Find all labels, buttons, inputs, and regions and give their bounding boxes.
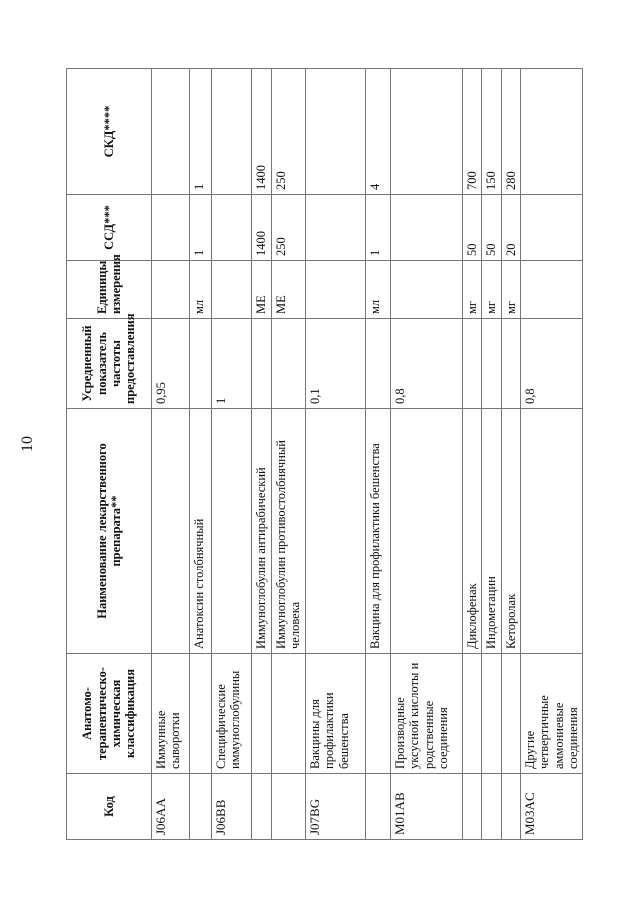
cell-units <box>152 261 190 319</box>
cell-units: мл <box>190 261 212 319</box>
table-row <box>365 69 390 840</box>
cell-ssd <box>212 195 252 261</box>
cell-atc: Вакцины для профилактики бешенства <box>305 654 365 774</box>
cell-skd: 4 <box>365 69 390 195</box>
cell-code <box>462 774 481 840</box>
cell-skd: 1 <box>190 69 212 195</box>
table-row <box>152 69 190 840</box>
table-row <box>520 69 583 840</box>
cell-units: МЕ <box>252 261 272 319</box>
cell-freq: 0,8 <box>390 319 462 409</box>
cell-ssd <box>520 195 583 261</box>
cell-skd <box>152 69 190 195</box>
cell-atc <box>482 654 501 774</box>
page-number: 10 <box>19 436 36 452</box>
table-row <box>482 69 501 840</box>
cell-code <box>482 774 501 840</box>
cell-skd <box>520 69 583 195</box>
cell-units: МЕ <box>272 261 306 319</box>
cell-skd: 1400 <box>252 69 272 195</box>
cell-units <box>390 261 462 319</box>
cell-atc <box>462 654 481 774</box>
cell-ssd <box>152 195 190 261</box>
table-row <box>272 69 306 840</box>
table-row <box>501 69 520 840</box>
cell-drug: Анатоксин столбнячный <box>190 409 212 654</box>
cell-atc <box>190 654 212 774</box>
cell-skd <box>390 69 462 195</box>
cell-skd <box>305 69 365 195</box>
cell-freq <box>365 319 390 409</box>
cell-units <box>305 261 365 319</box>
header-ssd: ССД*** <box>67 195 152 261</box>
cell-ssd: 20 <box>501 195 520 261</box>
cell-drug <box>390 409 462 654</box>
cell-freq: 0,1 <box>305 319 365 409</box>
cell-freq <box>482 319 501 409</box>
cell-drug: Индометацин <box>482 409 501 654</box>
cell-atc <box>501 654 520 774</box>
header-drug: Наименование лекарственного препарата** <box>67 409 152 654</box>
header-code: Код <box>67 774 152 840</box>
cell-code: M03AC <box>520 774 583 840</box>
table-row <box>462 69 481 840</box>
cell-ssd <box>305 195 365 261</box>
cell-code: J06AA <box>152 774 190 840</box>
table-row <box>190 69 212 840</box>
table-row <box>252 69 272 840</box>
cell-code <box>190 774 212 840</box>
cell-skd: 700 <box>462 69 481 195</box>
cell-units: мг <box>482 261 501 319</box>
cell-skd: 280 <box>501 69 520 195</box>
table-header-row <box>67 69 152 840</box>
header-units: Единицы измерения <box>67 261 152 319</box>
cell-ssd: 1400 <box>252 195 272 261</box>
cell-units <box>520 261 583 319</box>
cell-ssd: 1 <box>365 195 390 261</box>
cell-code <box>365 774 390 840</box>
cell-skd: 250 <box>272 69 306 195</box>
cell-drug: Иммуноглобулин антирабический <box>252 409 272 654</box>
cell-freq <box>501 319 520 409</box>
cell-code <box>252 774 272 840</box>
cell-freq <box>190 319 212 409</box>
cell-atc: Другие четвертичные аммониевые соединения <box>520 654 583 774</box>
cell-atc <box>252 654 272 774</box>
cell-freq <box>272 319 306 409</box>
cell-ssd <box>390 195 462 261</box>
cell-drug <box>305 409 365 654</box>
cell-ssd: 50 <box>462 195 481 261</box>
cell-atc: Иммунные сыворотки <box>152 654 190 774</box>
cell-freq: 0,95 <box>152 319 190 409</box>
table-row <box>390 69 462 840</box>
cell-ssd: 50 <box>482 195 501 261</box>
cell-skd: 150 <box>482 69 501 195</box>
cell-atc <box>365 654 390 774</box>
drug-table <box>66 68 583 840</box>
cell-freq <box>462 319 481 409</box>
table-row <box>212 69 252 840</box>
cell-units: мл <box>365 261 390 319</box>
cell-code: J06BB <box>212 774 252 840</box>
cell-drug <box>152 409 190 654</box>
cell-freq: 0,8 <box>520 319 583 409</box>
cell-drug <box>520 409 583 654</box>
cell-ssd: 1 <box>190 195 212 261</box>
header-frequency: Усредненный показатель частоты предоставления <box>67 319 152 409</box>
cell-code: J07BG <box>305 774 365 840</box>
cell-drug: Диклофенак <box>462 409 481 654</box>
cell-drug: Иммуноглобулин противостолбнячный человека <box>272 409 306 654</box>
cell-atc: Производные уксусной кислоты и родственные соединения <box>390 654 462 774</box>
cell-atc <box>272 654 306 774</box>
cell-drug <box>212 409 252 654</box>
cell-code <box>272 774 306 840</box>
cell-code <box>501 774 520 840</box>
cell-skd <box>212 69 252 195</box>
table-row <box>305 69 365 840</box>
cell-ssd: 250 <box>272 195 306 261</box>
header-atc: Анатомо-терапевтическо-химическая классификация <box>67 654 152 774</box>
header-skd: СКД**** <box>67 69 152 195</box>
cell-code: M01AB <box>390 774 462 840</box>
cell-atc: Специфические иммуноглобулины <box>212 654 252 774</box>
drug-table-rotated <box>66 69 580 840</box>
cell-drug: Кеторолак <box>501 409 520 654</box>
cell-units <box>212 261 252 319</box>
cell-drug: Вакцина для профилактики бешенства <box>365 409 390 654</box>
cell-freq: 1 <box>212 319 252 409</box>
cell-units: мг <box>501 261 520 319</box>
cell-freq <box>252 319 272 409</box>
cell-units: мг <box>462 261 481 319</box>
